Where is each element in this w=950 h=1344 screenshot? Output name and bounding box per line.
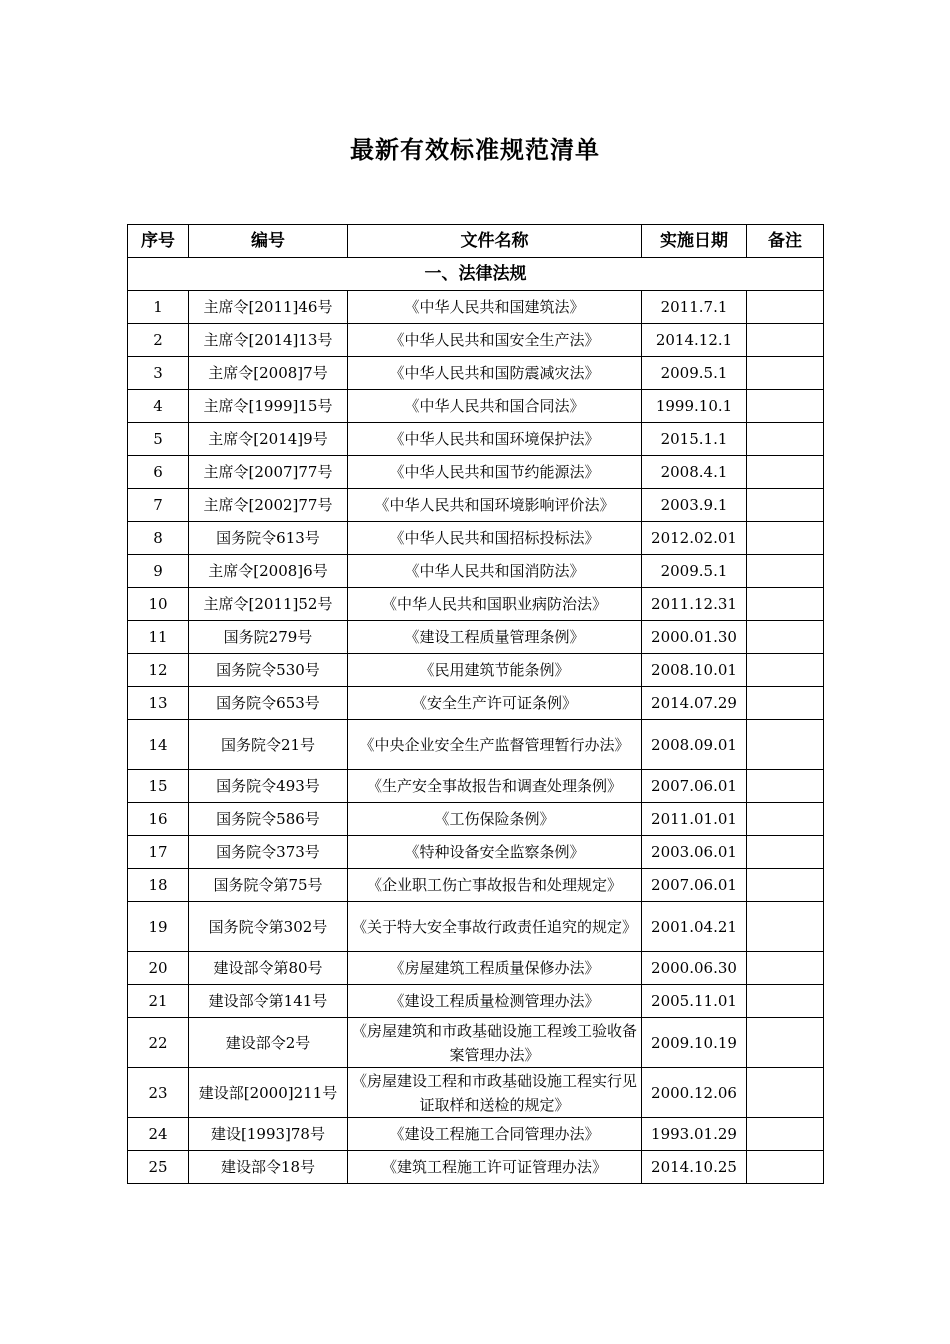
cell-effective-date: 2011.12.31 [642, 588, 747, 621]
cell-code: 主席令[2008]6号 [189, 555, 348, 588]
cell-remarks [747, 522, 824, 555]
cell-effective-date: 2008.09.01 [642, 720, 747, 770]
header-document-name: 文件名称 [348, 225, 642, 258]
cell-effective-date: 2008.4.1 [642, 456, 747, 489]
cell-effective-date: 2014.10.25 [642, 1151, 747, 1184]
table-row [128, 1151, 824, 1184]
table-row [128, 654, 824, 687]
cell-code: 建设部令18号 [189, 1151, 348, 1184]
cell-index: 17 [128, 836, 189, 869]
cell-document-name: 《中华人民共和国合同法》 [348, 390, 642, 423]
cell-document-name: 《房屋建筑和市政基础设施工程竣工验收备案管理办法》 [348, 1018, 642, 1068]
cell-document-name: 《建设工程施工合同管理办法》 [348, 1118, 642, 1151]
cell-remarks [747, 836, 824, 869]
table-row [128, 357, 824, 390]
header-index: 序号 [128, 225, 189, 258]
cell-index: 10 [128, 588, 189, 621]
cell-effective-date: 2000.12.06 [642, 1068, 747, 1118]
section-title: 一、法律法规 [128, 258, 824, 291]
cell-document-name: 《中华人民共和国节约能源法》 [348, 456, 642, 489]
cell-document-name: 《建设工程质量管理条例》 [348, 621, 642, 654]
cell-remarks [747, 324, 824, 357]
cell-remarks [747, 985, 824, 1018]
cell-code: 国务院令第302号 [189, 902, 348, 952]
cell-code: 国务院令613号 [189, 522, 348, 555]
cell-index: 16 [128, 803, 189, 836]
table-row [128, 1118, 824, 1151]
cell-index: 24 [128, 1118, 189, 1151]
table-row [128, 952, 824, 985]
cell-effective-date: 2000.01.30 [642, 621, 747, 654]
cell-remarks [747, 588, 824, 621]
cell-effective-date: 2000.06.30 [642, 952, 747, 985]
cell-code: 主席令[2011]52号 [189, 588, 348, 621]
cell-code: 建设部令第80号 [189, 952, 348, 985]
regulations-table [127, 224, 824, 1184]
table-row [128, 324, 824, 357]
cell-remarks [747, 952, 824, 985]
cell-index: 22 [128, 1018, 189, 1068]
cell-index: 4 [128, 390, 189, 423]
cell-remarks [747, 291, 824, 324]
cell-document-name: 《企业职工伤亡事故报告和处理规定》 [348, 869, 642, 902]
cell-document-name: 《工伤保险条例》 [348, 803, 642, 836]
cell-code: 国务院令493号 [189, 770, 348, 803]
cell-code: 主席令[2014]9号 [189, 423, 348, 456]
cell-code: 建设部令第141号 [189, 985, 348, 1018]
cell-document-name: 《中华人民共和国职业病防治法》 [348, 588, 642, 621]
cell-code: 主席令[2014]13号 [189, 324, 348, 357]
cell-effective-date: 2014.12.1 [642, 324, 747, 357]
cell-remarks [747, 555, 824, 588]
cell-effective-date: 1999.10.1 [642, 390, 747, 423]
header-remarks: 备注 [747, 225, 824, 258]
cell-code: 建设部[2000]211号 [189, 1068, 348, 1118]
cell-effective-date: 2001.04.21 [642, 902, 747, 952]
cell-code: 国务院令21号 [189, 720, 348, 770]
table-row [128, 522, 824, 555]
cell-index: 11 [128, 621, 189, 654]
table-row [128, 489, 824, 522]
header-code: 编号 [189, 225, 348, 258]
cell-effective-date: 2014.07.29 [642, 687, 747, 720]
cell-code: 建设[1993]78号 [189, 1118, 348, 1151]
cell-code: 建设部令2号 [189, 1018, 348, 1068]
cell-code: 主席令[2008]7号 [189, 357, 348, 390]
cell-effective-date: 2005.11.01 [642, 985, 747, 1018]
cell-document-name: 《房屋建筑工程质量保修办法》 [348, 952, 642, 985]
cell-index: 23 [128, 1068, 189, 1118]
table-row [128, 291, 824, 324]
cell-code: 主席令[1999]15号 [189, 390, 348, 423]
cell-document-name: 《关于特大安全事故行政责任追究的规定》 [348, 902, 642, 952]
table-row [128, 621, 824, 654]
cell-index: 21 [128, 985, 189, 1018]
cell-index: 20 [128, 952, 189, 985]
cell-code: 国务院令653号 [189, 687, 348, 720]
table-row [128, 869, 824, 902]
table-row [128, 555, 824, 588]
table-row [128, 588, 824, 621]
table-row [128, 836, 824, 869]
cell-document-name: 《中华人民共和国环境保护法》 [348, 423, 642, 456]
table-row [128, 985, 824, 1018]
cell-index: 15 [128, 770, 189, 803]
table-row [128, 720, 824, 770]
table-row [128, 803, 824, 836]
table-row [128, 1018, 824, 1068]
cell-index: 6 [128, 456, 189, 489]
cell-index: 8 [128, 522, 189, 555]
cell-effective-date: 2012.02.01 [642, 522, 747, 555]
table-row [128, 1068, 824, 1118]
cell-remarks [747, 489, 824, 522]
cell-remarks [747, 357, 824, 390]
section-row [128, 258, 824, 291]
cell-code: 主席令[2011]46号 [189, 291, 348, 324]
cell-remarks [747, 902, 824, 952]
table-row [128, 687, 824, 720]
cell-effective-date: 2003.06.01 [642, 836, 747, 869]
cell-index: 14 [128, 720, 189, 770]
cell-document-name: 《建筑工程施工许可证管理办法》 [348, 1151, 642, 1184]
page-title: 最新有效标准规范清单 [350, 136, 600, 164]
cell-effective-date: 2009.10.19 [642, 1018, 747, 1068]
cell-remarks [747, 1018, 824, 1068]
cell-document-name: 《生产安全事故报告和调查处理条例》 [348, 770, 642, 803]
cell-code: 国务院令530号 [189, 654, 348, 687]
cell-remarks [747, 687, 824, 720]
cell-document-name: 《中华人民共和国消防法》 [348, 555, 642, 588]
cell-remarks [747, 803, 824, 836]
cell-effective-date: 2011.01.01 [642, 803, 747, 836]
cell-index: 5 [128, 423, 189, 456]
cell-effective-date: 2009.5.1 [642, 357, 747, 390]
cell-effective-date: 2007.06.01 [642, 869, 747, 902]
cell-document-name: 《中华人民共和国防震减灾法》 [348, 357, 642, 390]
table-row [128, 902, 824, 952]
cell-remarks [747, 621, 824, 654]
cell-document-name: 《安全生产许可证条例》 [348, 687, 642, 720]
cell-remarks [747, 770, 824, 803]
cell-code: 国务院279号 [189, 621, 348, 654]
cell-index: 2 [128, 324, 189, 357]
cell-effective-date: 2008.10.01 [642, 654, 747, 687]
table-row [128, 423, 824, 456]
cell-effective-date: 2007.06.01 [642, 770, 747, 803]
cell-document-name: 《中华人民共和国招标投标法》 [348, 522, 642, 555]
cell-remarks [747, 390, 824, 423]
cell-remarks [747, 1118, 824, 1151]
cell-index: 3 [128, 357, 189, 390]
cell-effective-date: 1993.01.29 [642, 1118, 747, 1151]
cell-effective-date: 2015.1.1 [642, 423, 747, 456]
cell-document-name: 《特种设备安全监察条例》 [348, 836, 642, 869]
cell-remarks [747, 720, 824, 770]
cell-index: 18 [128, 869, 189, 902]
cell-code: 国务院令586号 [189, 803, 348, 836]
cell-effective-date: 2011.7.1 [642, 291, 747, 324]
table-row [128, 456, 824, 489]
cell-effective-date: 2009.5.1 [642, 555, 747, 588]
cell-code: 国务院令373号 [189, 836, 348, 869]
cell-document-name: 《中央企业安全生产监督管理暂行办法》 [348, 720, 642, 770]
cell-document-name: 《民用建筑节能条例》 [348, 654, 642, 687]
cell-index: 12 [128, 654, 189, 687]
cell-remarks [747, 423, 824, 456]
cell-remarks [747, 1068, 824, 1118]
cell-remarks [747, 654, 824, 687]
cell-remarks [747, 869, 824, 902]
cell-document-name: 《建设工程质量检测管理办法》 [348, 985, 642, 1018]
table-row [128, 390, 824, 423]
cell-code: 国务院令第75号 [189, 869, 348, 902]
cell-document-name: 《中华人民共和国安全生产法》 [348, 324, 642, 357]
header-effective-date: 实施日期 [642, 225, 747, 258]
cell-index: 19 [128, 902, 189, 952]
cell-remarks [747, 456, 824, 489]
table-header-row [128, 225, 824, 258]
cell-index: 7 [128, 489, 189, 522]
cell-code: 主席令[2002]77号 [189, 489, 348, 522]
cell-index: 1 [128, 291, 189, 324]
cell-document-name: 《中华人民共和国建筑法》 [348, 291, 642, 324]
table-row [128, 770, 824, 803]
cell-document-name: 《中华人民共和国环境影响评价法》 [348, 489, 642, 522]
cell-remarks [747, 1151, 824, 1184]
cell-index: 9 [128, 555, 189, 588]
cell-index: 25 [128, 1151, 189, 1184]
cell-code: 主席令[2007]77号 [189, 456, 348, 489]
cell-index: 13 [128, 687, 189, 720]
cell-document-name: 《房屋建设工程和市政基础设施工程实行见证取样和送检的规定》 [348, 1068, 642, 1118]
cell-effective-date: 2003.9.1 [642, 489, 747, 522]
